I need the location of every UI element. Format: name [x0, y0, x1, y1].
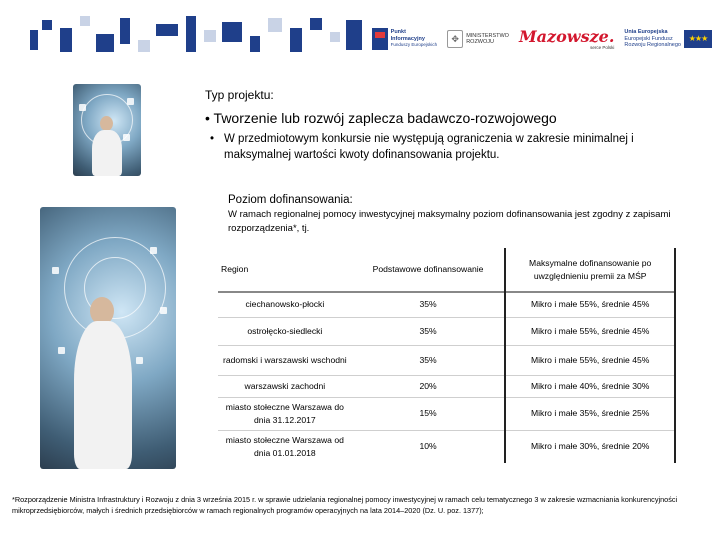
- bullet-icon: •: [205, 110, 210, 126]
- funding-title: Poziom dofinansowania:: [228, 194, 353, 206]
- basic-funding-cell: 35%: [419, 354, 437, 365]
- photo-businessman-top: [73, 84, 141, 176]
- table-row: [218, 430, 675, 463]
- header-banner: [0, 0, 720, 80]
- max-funding-cell: Mikro i małe 55%, średnie 45%: [505, 317, 675, 345]
- punkt-informacyjny-logo: Punkt Informacyjny Funduszy Europejskich: [372, 28, 438, 50]
- project-type-sub-point: • W przedmiotowym konkursie nie występują ograniczenia w zakresie minimalnej i maksymalnej wartości kwoty dofinansowania projektu.: [210, 133, 634, 161]
- basic-funding-cell: 20%: [419, 380, 437, 391]
- region-cell: miasto stołeczne Warszawa od dnia 01.01.2018: [225, 434, 344, 458]
- unia-europejska-logo: Unia Europejska Europejski Fundusz Rozwoju Regionalnego ★★★: [624, 29, 712, 49]
- mazowsze-logo: Mazowsze. serce Polski: [518, 26, 615, 50]
- basic-funding-cell: 35%: [419, 299, 437, 310]
- eu-flag-icon: ★★★: [684, 30, 712, 48]
- basic-funding-cell: 10%: [419, 441, 437, 452]
- project-type-label: Typ projektu:: [205, 88, 274, 102]
- region-cell: radomski i warszawski wschodni: [223, 354, 347, 365]
- basic-funding-cell: 15%: [419, 408, 437, 418]
- region-cell: warszawski zachodni: [244, 380, 326, 391]
- region-cell: ostrołęcko-siedlecki: [247, 325, 323, 336]
- header-basic-funding: Podstawowe dofinansowanie: [372, 264, 484, 274]
- funding-table: [218, 248, 676, 463]
- max-funding-cell: Mikro i małe 40%, średnie 30%: [505, 375, 675, 397]
- logo-bar: [372, 22, 712, 56]
- eagle-emblem-icon: ✥: [447, 30, 463, 48]
- header-region: Region: [221, 264, 249, 274]
- region-cell: miasto stołeczne Warszawa do dnia 31.12.2017: [225, 401, 344, 425]
- table-row: [218, 397, 675, 430]
- region-cell: ciechanowsko-płocki: [245, 299, 325, 310]
- ministerstwo-logo: ✥ MINISTERSTWO ROZWOJU: [447, 30, 509, 48]
- table-header-row: [218, 248, 675, 292]
- header-max-funding: Maksymalne dofinansowanie po uwzględnieniu premii za MŚP: [505, 248, 675, 292]
- funding-description: W ramach regionalnej pomocy inwestycyjnej maksymalny poziom dofinansowania jest zgodny z zapisami rozporządzenia*, tj.: [228, 209, 671, 234]
- table-row: [218, 345, 675, 375]
- punkt-informacyjny-icon: [372, 28, 388, 50]
- project-type-main-point: • Tworzenie lub rozwój zaplecza badawczo-rozwojowego: [205, 110, 557, 126]
- max-funding-cell: Mikro i małe 35%, średnie 25%: [505, 397, 675, 430]
- max-funding-cell: Mikro i małe 55%, średnie 45%: [505, 292, 675, 317]
- max-funding-cell: Mikro i małe 55%, średnie 45%: [505, 345, 675, 375]
- table-row: [218, 375, 675, 397]
- basic-funding-cell: 35%: [419, 325, 437, 336]
- max-funding-cell: Mikro i małe 30%, średnie 20%: [505, 430, 675, 463]
- table-row: [218, 317, 675, 345]
- footnote: *Rozporządzenie Ministra Infrastruktury i Rozwoju z dnia 3 września 2015 r. w sprawie udzielania regionalnej pomocy inwestycyjnej w ramach celu tematycznego 3 w zakresie wzmacniania konkurencyjności mikroprzedsiębiorców, małych i średnich przedsiębiorców w ramach regionalnych programów operacyjnych na lata 2014–2020 (Dz. U. poz. 1377);: [12, 495, 678, 515]
- bullet-icon: •: [210, 133, 215, 145]
- photo-businessman-main: [40, 207, 176, 469]
- table-row: [218, 292, 675, 317]
